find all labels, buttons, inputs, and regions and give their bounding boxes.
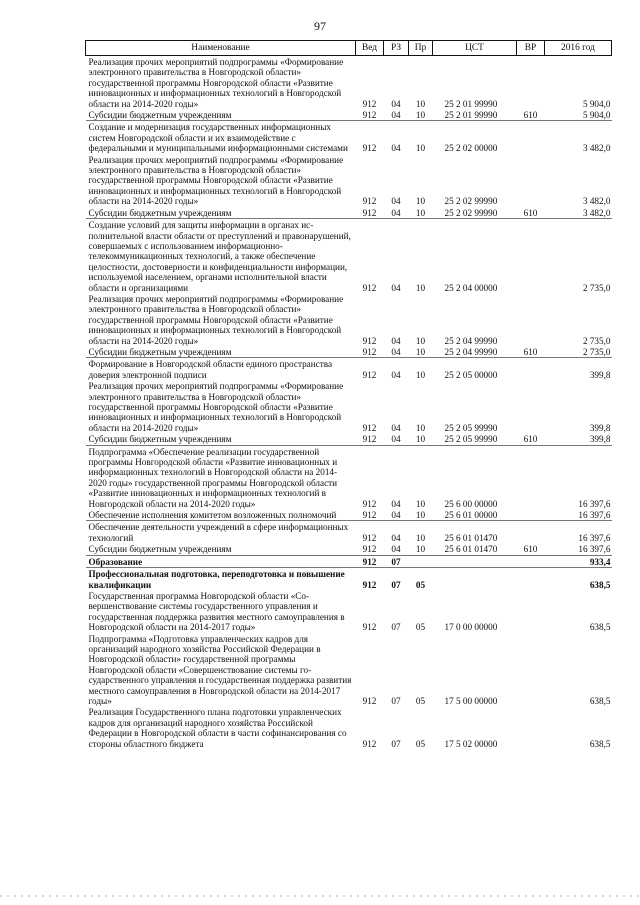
row-vr — [517, 154, 545, 207]
row-ved: 912 — [362, 622, 377, 633]
row-ved: 912 — [362, 369, 377, 380]
row-cst: 25 2 01 99990 — [444, 98, 498, 109]
row-ved: 912 — [356, 555, 384, 567]
row-amount: 638,5 — [589, 579, 611, 590]
row-pr: 05 — [415, 695, 426, 706]
row-vr: 610 — [517, 109, 545, 121]
row-pr: 10 — [409, 433, 433, 445]
row-ved: 912 — [356, 346, 384, 358]
table-row — [86, 219, 612, 293]
table-row — [86, 445, 612, 509]
row-cst: 25 2 02 00000 — [444, 143, 498, 154]
row-pr: 10 — [415, 282, 426, 293]
row-cst: 25 6 00 00000 — [444, 498, 498, 509]
row-vr — [517, 293, 545, 346]
table-row — [86, 109, 612, 121]
row-amount: 3 482,0 — [545, 207, 612, 219]
row-vr — [517, 121, 545, 154]
row-cst: 25 2 04 99990 — [433, 346, 517, 358]
row-name: Профессиональная подготовка, переподготовка и повышение квалификации — [88, 569, 345, 590]
row-vr — [517, 633, 545, 707]
table-row — [86, 568, 612, 590]
table-row — [86, 293, 612, 346]
row-cst: 25 6 01 00000 — [433, 509, 517, 521]
row-pr: 10 — [409, 109, 433, 121]
row-cst: 25 2 02 99990 — [433, 207, 517, 219]
row-cst: 25 6 01 01470 — [444, 532, 498, 543]
row-ved: 912 — [362, 738, 377, 749]
row-amount: 16 397,6 — [578, 498, 611, 509]
row-cst: 25 2 01 99990 — [433, 109, 517, 121]
row-name: Реализация прочих мероприятий подпрограммы «Формирование электронного правительства в Новгородской области» государственной программы Новгородской области «Развитие инновационных и информационных технологий в Новгородской области на 2014-2020 годы» — [88, 154, 344, 207]
table-row — [86, 346, 612, 358]
table-row — [86, 590, 612, 633]
row-name: Государственная программа Новгородской области «Совершенствование системы государственного управления и государственная поддержка развития местного самоуправления в Новгородской области на 2014-2017 годы» — [88, 590, 345, 633]
row-pr: 10 — [415, 143, 426, 154]
row-vr: 610 — [517, 346, 545, 358]
table-row — [86, 543, 612, 555]
row-name: Субсидии бюджетным учреждениям — [86, 543, 356, 555]
row-ved: 912 — [362, 532, 377, 543]
row-vr — [517, 568, 545, 590]
row-rz: 04 — [391, 369, 401, 380]
row-amount: 933,4 — [545, 555, 612, 567]
row-vr — [517, 706, 545, 749]
row-name: Создание и модернизация государственных информационных систем Новгородской области и их взаимодействие с федеральными и муниципальными информационными системами — [88, 122, 348, 154]
row-amount: 638,5 — [589, 738, 611, 749]
row-cst: 25 2 04 00000 — [444, 282, 498, 293]
row-vr: 610 — [517, 433, 545, 445]
row-pr: 10 — [415, 532, 426, 543]
row-rz: 04 — [391, 143, 401, 154]
row-cst: 25 2 05 99990 — [444, 422, 498, 433]
row-cst — [433, 568, 517, 590]
row-rz: 07 — [384, 555, 409, 567]
row-ved: 912 — [362, 695, 377, 706]
row-amount: 3 482,0 — [582, 196, 611, 207]
row-rz: 04 — [391, 98, 401, 109]
row-name: Подпрограмма «Обеспечение реализации государственной программы Новгородской области «Развитие инновационных и информационных технологий в Новгородской области на 2014-2020 годы» государственной программы Новгородской области «Развитие инновационных и информационных технологий в Новгородской области на 2014-2020 годы» — [88, 446, 338, 509]
table-header-row — [86, 41, 612, 56]
row-name: Реализация Государственного плана подготовки управленческих кадров для организаций народного хозяйства Российской Федерации в Новгородской области в части софинансирования со стороны областного бюджета — [88, 707, 347, 749]
row-vr — [517, 555, 545, 567]
row-rz: 04 — [391, 422, 401, 433]
row-pr: 10 — [415, 369, 426, 380]
table-row — [86, 433, 612, 445]
row-rz: 04 — [391, 532, 401, 543]
row-ved: 912 — [356, 543, 384, 555]
header-name: Наименование — [86, 41, 356, 56]
row-amount: 16 397,6 — [545, 543, 612, 555]
row-pr: 05 — [415, 622, 426, 633]
row-rz: 04 — [391, 335, 401, 346]
row-vr — [517, 521, 545, 543]
row-ved: 912 — [356, 433, 384, 445]
row-pr: 10 — [415, 498, 426, 509]
row-pr: 10 — [409, 543, 433, 555]
row-cst: 17 5 00 00000 — [444, 695, 498, 706]
row-vr — [517, 509, 545, 521]
row-amount: 399,8 — [545, 433, 612, 445]
row-pr: 10 — [409, 346, 433, 358]
row-pr: 10 — [415, 335, 426, 346]
row-rz: 04 — [391, 196, 401, 207]
table-row — [86, 121, 612, 154]
row-amount: 2 735,0 — [545, 346, 612, 358]
row-pr: 10 — [415, 196, 426, 207]
row-rz: 04 — [384, 509, 409, 521]
row-cst: 17 0 00 00000 — [444, 622, 498, 633]
row-ved: 912 — [356, 509, 384, 521]
budget-table — [85, 40, 612, 749]
row-name: Субсидии бюджетным учреждениям — [86, 109, 356, 121]
row-rz: 04 — [384, 346, 409, 358]
row-cst: 25 2 05 99990 — [433, 433, 517, 445]
row-vr — [517, 56, 545, 110]
row-amount: 3 482,0 — [582, 143, 611, 154]
row-cst: 25 6 01 01470 — [433, 543, 517, 555]
table-row — [86, 633, 612, 707]
table-row — [86, 555, 612, 567]
row-rz: 07 — [391, 622, 401, 633]
row-name: Формирование в Новгородской области единого пространства доверия электронной подписи — [88, 359, 333, 380]
row-amount: 16 397,6 — [545, 509, 612, 521]
row-rz: 07 — [391, 738, 401, 749]
table-row — [86, 521, 612, 543]
row-ved: 912 — [362, 335, 377, 346]
row-rz: 04 — [384, 109, 409, 121]
row-amount: 399,8 — [589, 422, 611, 433]
row-ved: 912 — [356, 109, 384, 121]
row-vr — [517, 380, 545, 433]
row-amount: 5 904,0 — [545, 109, 612, 121]
row-amount: 16 397,6 — [578, 532, 611, 543]
row-vr: 610 — [517, 543, 545, 555]
row-rz: 04 — [391, 282, 401, 293]
row-name: Субсидии бюджетным учреждениям — [86, 433, 356, 445]
header-cst: ЦСТ — [433, 41, 517, 56]
row-cst: 25 2 05 00000 — [444, 369, 498, 380]
row-ved: 912 — [362, 143, 377, 154]
table-row — [86, 56, 612, 110]
row-amount: 2 735,0 — [582, 282, 611, 293]
row-cst — [433, 555, 517, 567]
row-rz: 07 — [391, 579, 401, 590]
header-ved: Вед — [356, 41, 384, 56]
row-name: Реализация прочих мероприятий подпрограммы «Формирование электронного правительства в Новгородской области» государственной программы Новгородской области «Развитие инновационных и информационных технологий в Новгородской области на 2014-2020 годы» — [88, 293, 344, 346]
row-vr — [517, 219, 545, 293]
scan-noise-line — [0, 895, 640, 897]
row-name: Реализация прочих мероприятий подпрограммы «Формирование электронного правительства в Новгородской области» государственной программы Новгородской области «Развитие инновационных и информационных технологий в Новгородской области на 2014-2020 годы» — [88, 57, 344, 109]
header-rz: РЗ — [384, 41, 409, 56]
header-vr: ВР — [517, 41, 545, 56]
row-name: Субсидии бюджетным учреждениям — [86, 207, 356, 219]
table-row — [86, 154, 612, 207]
row-ved: 912 — [356, 207, 384, 219]
row-name: Обеспечение исполнения комитетом возложенных полномочий — [86, 509, 356, 521]
row-name: Субсидии бюджетным учреждениям — [86, 346, 356, 358]
row-amount: 2 735,0 — [582, 335, 611, 346]
row-pr: 10 — [415, 422, 426, 433]
row-rz: 04 — [391, 498, 401, 509]
row-vr — [517, 445, 545, 509]
row-name: Обеспечение деятельности учреждений в сфере информационных технологий — [88, 522, 349, 543]
row-name: Образование — [86, 555, 356, 567]
table-row — [86, 207, 612, 219]
row-pr: 10 — [409, 207, 433, 219]
row-pr: 05 — [415, 579, 426, 590]
row-cst: 25 2 02 99990 — [444, 196, 498, 207]
row-ved: 912 — [362, 282, 377, 293]
row-rz: 04 — [384, 543, 409, 555]
row-pr: 10 — [409, 509, 433, 521]
row-amount: 638,5 — [589, 695, 611, 706]
header-year: 2016 год — [545, 41, 612, 56]
page-number: 97 — [314, 19, 326, 33]
row-vr — [517, 590, 545, 633]
row-cst: 25 2 04 99990 — [444, 335, 498, 346]
row-amount: 5 904,0 — [582, 98, 611, 109]
row-vr — [517, 358, 545, 380]
row-amount: 638,5 — [589, 622, 611, 633]
row-name: Реализация прочих мероприятий подпрограммы «Формирование электронного правительства в Новгородской области» государственной программы Новгородской области «Развитие инновационных и информационных технологий в Новгородской области на 2014-2020 годы» — [88, 381, 344, 433]
row-rz: 07 — [391, 695, 401, 706]
row-amount: 399,8 — [589, 369, 611, 380]
row-ved: 912 — [362, 422, 377, 433]
table-row — [86, 380, 612, 433]
row-name: Создание условий для защиты информации в органах исполнительной власти области от преступлений и правонарушений, совершаемых с использованием информационно-телекоммуникационных технологий, а также обеспечение целостности, достоверности и конфиденциальности информации, используемой населением, органами исполнительной власти области и организациями — [88, 220, 351, 293]
row-ved: 912 — [362, 196, 377, 207]
table-row — [86, 358, 612, 380]
header-pr: Пр — [409, 41, 433, 56]
row-ved: 912 — [362, 498, 377, 509]
row-name: Подпрограмма «Подготовка управленческих кадров для организаций народного хозяйства Российской Федерации в Новгородской области» государственной программы Новгородской области «Совершенствование системы государственного управления и государственная поддержка развития местного самоуправления в Новгородской области на 2014-2017 годы» — [88, 633, 352, 706]
row-vr: 610 — [517, 207, 545, 219]
row-ved: 912 — [362, 579, 377, 590]
row-rz: 04 — [384, 207, 409, 219]
row-ved: 912 — [362, 98, 377, 109]
row-rz: 04 — [384, 433, 409, 445]
row-pr — [409, 555, 433, 567]
row-cst: 17 5 02 00000 — [444, 738, 498, 749]
row-pr: 10 — [415, 98, 426, 109]
table-row — [86, 706, 612, 749]
table-row — [86, 509, 612, 521]
row-pr: 05 — [415, 738, 426, 749]
